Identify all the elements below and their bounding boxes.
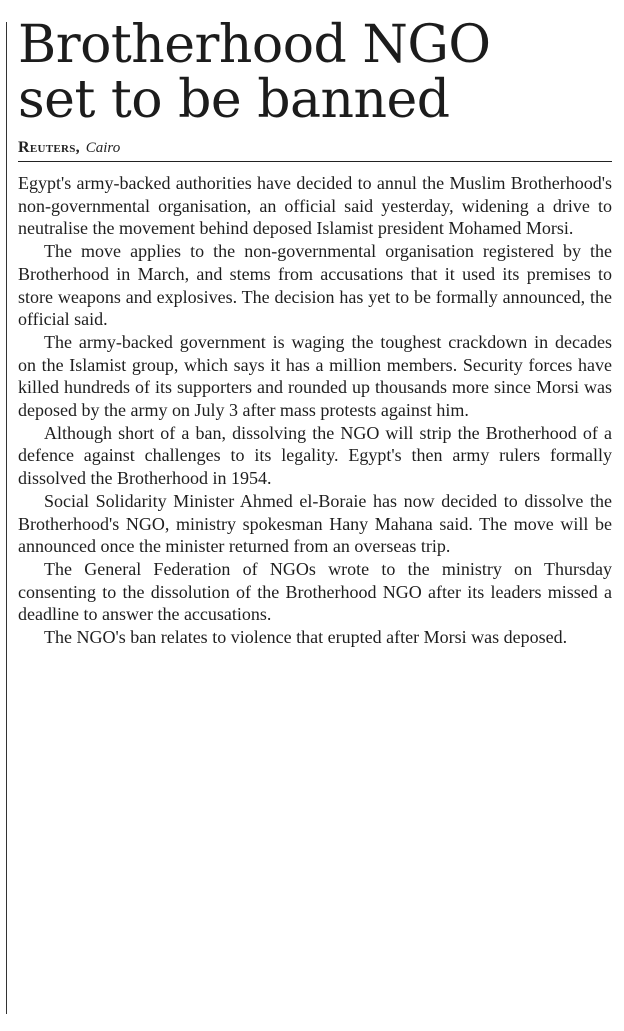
headline	[18, 15, 612, 130]
paragraph-7: The NGO's ban relates to violence that erupted after Morsi was deposed.	[44, 627, 568, 648]
byline-dateline: Cairo	[85, 140, 121, 156]
byline-agency: Reuters,	[18, 139, 80, 156]
byline	[18, 139, 612, 157]
headline-line-1: Brotherhood NGO	[18, 15, 491, 75]
paragraph-4: Although short of a ban, dissolving the NGO will strip the Brotherhood of a defence against challenges to its legality. Egypt's then army rulers formally dissolved the Brotherhood in 1954.	[18, 422, 612, 489]
paragraph-3: The army-backed government is waging the toughest crackdown in decades on the Islamist group, which says it has a million members. Security forces have killed hundreds of its supporters and rounded up thousands more since Morsi was deposed by the army on July 3 after mass protests against him.	[18, 331, 612, 421]
article-body	[18, 172, 612, 649]
news-article	[18, 15, 612, 649]
paragraph-6: The General Federation of NGOs wrote to the ministry on Thursday consenting to the dissolution of the Brotherhood NGO after its leaders missed a deadline to answer the accusations.	[18, 558, 612, 625]
paragraph-2: The move applies to the non-governmental organisation registered by the Brotherhood in March, and stems from accusations that it used its premises to store weapons and explosives. The decision has yet to be formally announced, the official said.	[18, 241, 612, 330]
headline-line-2: set to be banned	[18, 70, 450, 130]
column-rule	[6, 22, 7, 1014]
paragraph-1: Egypt's army-backed authorities have decided to annul the Muslim Brotherhood's non-governmental organisation, an official said yesterday, widening a drive to neutralise the movement behind deposed Islamist president Mohamed Morsi.	[18, 173, 612, 239]
paragraph-5: Social Solidarity Minister Ahmed el-Boraie has now decided to dissolve the Brotherhood's NGO, ministry spokesman Hany Mahana said. The move will be announced once the minister returned from an overseas trip.	[18, 490, 612, 557]
byline-divider	[18, 161, 612, 162]
